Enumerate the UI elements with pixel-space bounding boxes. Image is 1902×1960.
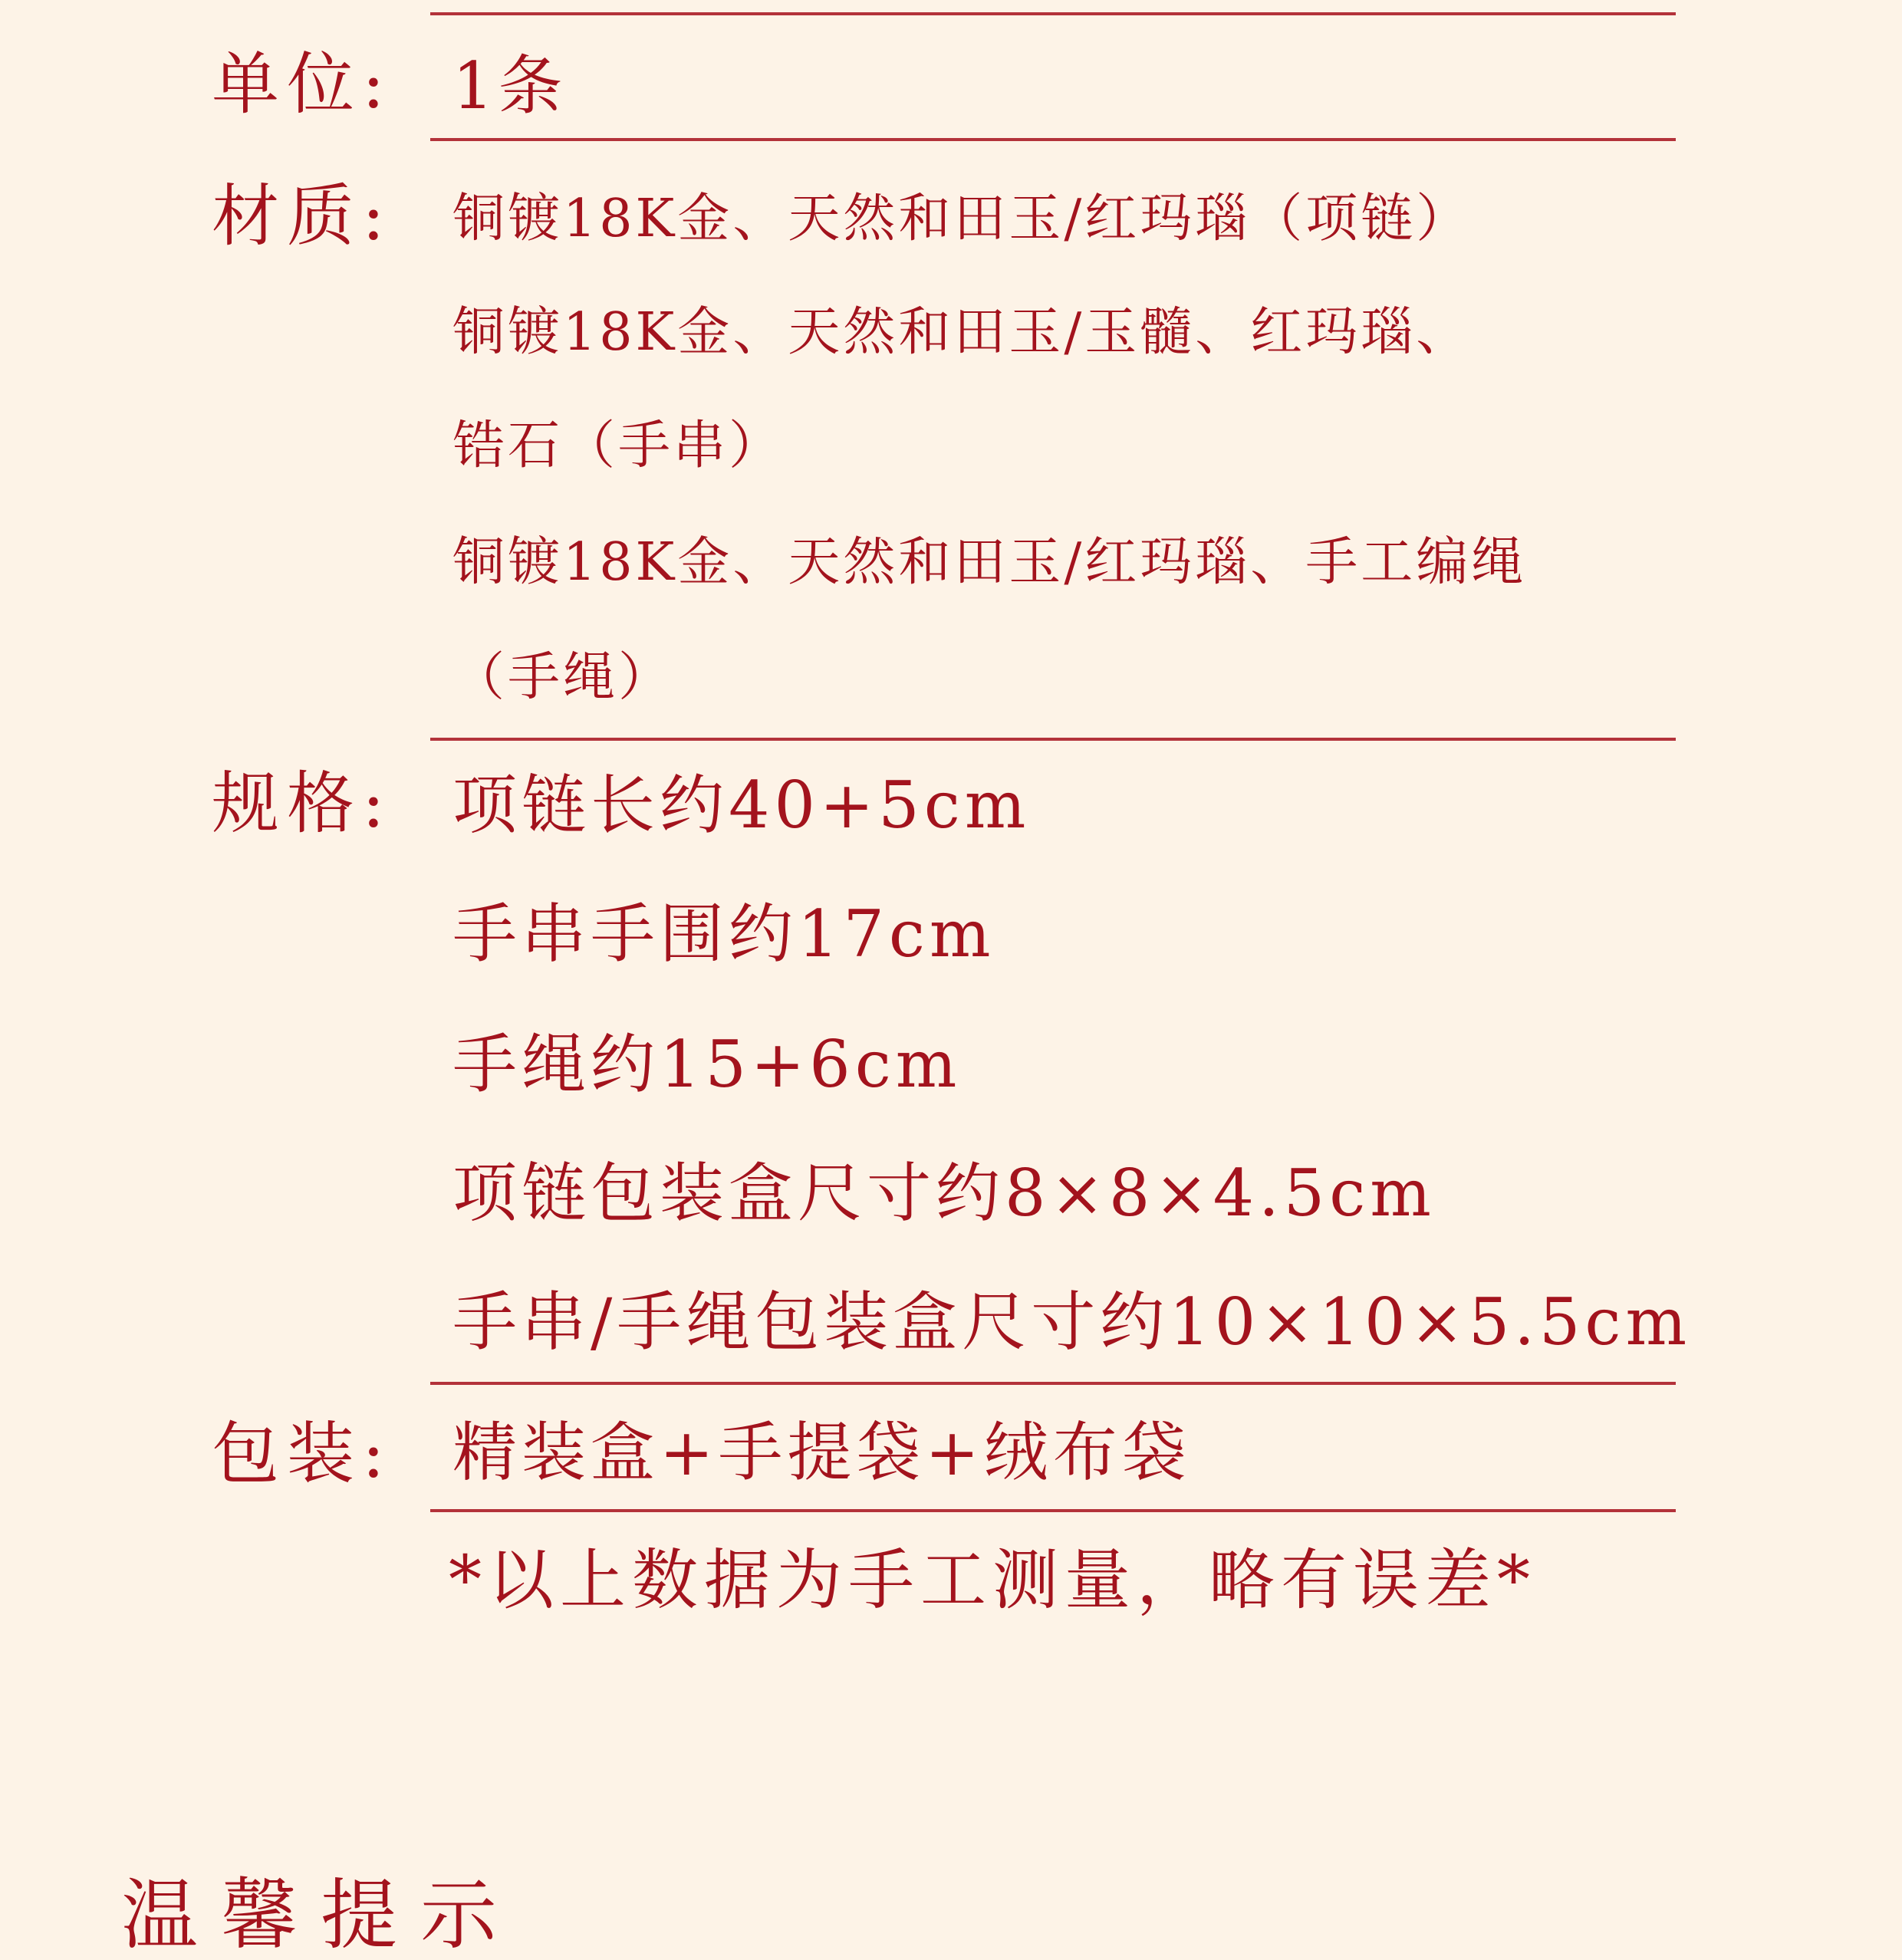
- divider-spec: [430, 1382, 1676, 1385]
- unit-value: 1条: [452, 48, 568, 123]
- spec-line: 项链包装盒尺寸约8×8×4.5cm: [452, 1156, 1436, 1231]
- spec-line: 手串手围约17cm: [452, 896, 995, 972]
- spec-line: 手串/手绳包装盒尺寸约10×10×5.5cm: [452, 1284, 1692, 1360]
- packaging-label: 包装:: [212, 1414, 393, 1493]
- material-line: 铜镀18K金、天然和田玉/红玛瑙、手工编绳: [452, 532, 1527, 593]
- unit-label: 单位:: [212, 44, 393, 123]
- tips-heading: 温馨提示: [121, 1870, 520, 1960]
- material-label: 材质:: [212, 176, 393, 255]
- packaging-value: 精装盒+手提袋+绒布袋: [452, 1415, 1191, 1490]
- material-line: （手绳）: [452, 647, 674, 708]
- measurement-note: *以上数据为手工测量，略有误差*: [449, 1542, 1536, 1619]
- divider-top: [430, 12, 1676, 15]
- material-line: 铜镀18K金、天然和田玉/玉髓、红玛瑙、: [452, 302, 1472, 363]
- divider-material: [430, 738, 1676, 741]
- spec-line: 手绳约15+6cm: [452, 1027, 962, 1102]
- spec-line: 项链长约40+5cm: [452, 768, 1031, 843]
- material-line: 锆石（手串）: [452, 416, 785, 476]
- divider-packaging: [430, 1509, 1676, 1512]
- material-line: 铜镀18K金、天然和田玉/红玛瑙（项链）: [452, 189, 1472, 249]
- spec-label: 规格:: [212, 764, 393, 843]
- divider-unit: [430, 138, 1676, 141]
